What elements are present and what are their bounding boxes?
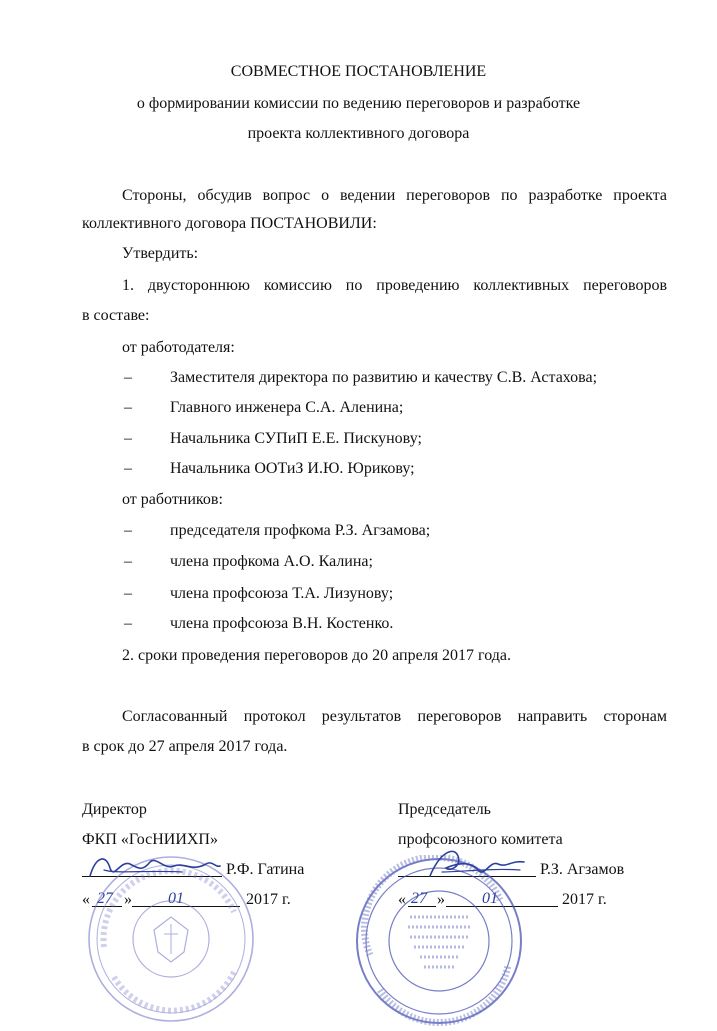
left-signer-name: Р.Ф. Гатина [226, 861, 305, 878]
document-title: СОВМЕСТНОЕ ПОСТАНОВЛЕНИЕ [230, 63, 487, 80]
right-signer-org: профсоюзного комитета [398, 831, 563, 848]
left-signer-title: Директор [82, 801, 147, 818]
right-date-day: 27 [411, 890, 427, 907]
employer-member: Главного инженера С.А. Аленина; [170, 399, 404, 416]
intro-line2: коллективного договора ПОСТАНОВИЛИ: [82, 215, 377, 232]
worker-member: члена профсоюза Т.А. Лизунову; [170, 585, 394, 602]
document-subtitle-line2: проекта коллективного договора [247, 125, 470, 142]
right-date-open-quote: « [398, 891, 406, 908]
right-date-year: 2017 г. [562, 891, 607, 908]
employer-member: Начальника СУПиП Е.Е. Пискунову; [170, 430, 422, 447]
right-handwritten-signature [420, 842, 530, 888]
approve-heading: Утвердить: [122, 245, 199, 262]
right-signer-title: Председатель [398, 801, 491, 818]
list-bullet: – [124, 399, 132, 416]
employer-member: Начальника ООТиЗ И.Ю. Юрикову; [170, 460, 415, 477]
employer-heading: от работодателя: [122, 339, 235, 356]
left-signer-org: ФКП «ГосНИИХП» [82, 831, 218, 848]
document-subtitle-line1: о формировании комиссии по ведению переговоров и разработке [136, 95, 581, 112]
list-bullet: – [124, 522, 132, 539]
left-date-day: 27 [97, 890, 113, 907]
right-signer-name: Р.З. Агзамов [540, 861, 625, 878]
intro-line1: Стороны, обсудив вопрос о ведении переговоров по разработке проекта [122, 187, 667, 204]
right-date-month: 01 [482, 890, 498, 907]
list-bullet: – [124, 585, 132, 602]
worker-member: члена профсоюза В.Н. Костенко. [170, 615, 394, 632]
protocol-line2: в срок до 27 апреля 2017 года. [82, 738, 288, 755]
item2-line: 2. сроки проведения переговоров до 20 апреля 2017 года. [122, 647, 511, 664]
worker-member: председателя профкома Р.З. Агзамова; [170, 522, 431, 539]
item1-line1: 1. двустороннюю комиссию по проведению коллективных переговоров [122, 277, 667, 294]
left-date-open-quote: « [82, 891, 90, 908]
workers-heading: от работников: [122, 491, 223, 508]
employer-member: Заместителя директора по развитию и качеству С.В. Астахова; [170, 369, 598, 386]
list-bullet: – [124, 615, 132, 632]
protocol-line1: Согласованный протокол результатов переговоров направить сторонам [122, 708, 667, 725]
left-date-month: 01 [168, 890, 184, 907]
right-date-close-quote: » [437, 891, 445, 908]
list-bullet: – [124, 460, 132, 477]
worker-member: члена профкома А.О. Калина; [170, 553, 373, 570]
list-bullet: – [124, 369, 132, 386]
left-date-year: 2017 г. [246, 891, 291, 908]
item1-line2: в составе: [82, 307, 150, 324]
left-date-close-quote: » [124, 891, 132, 908]
list-bullet: – [124, 553, 132, 570]
left-handwritten-signature [86, 850, 224, 886]
list-bullet: – [124, 430, 132, 447]
